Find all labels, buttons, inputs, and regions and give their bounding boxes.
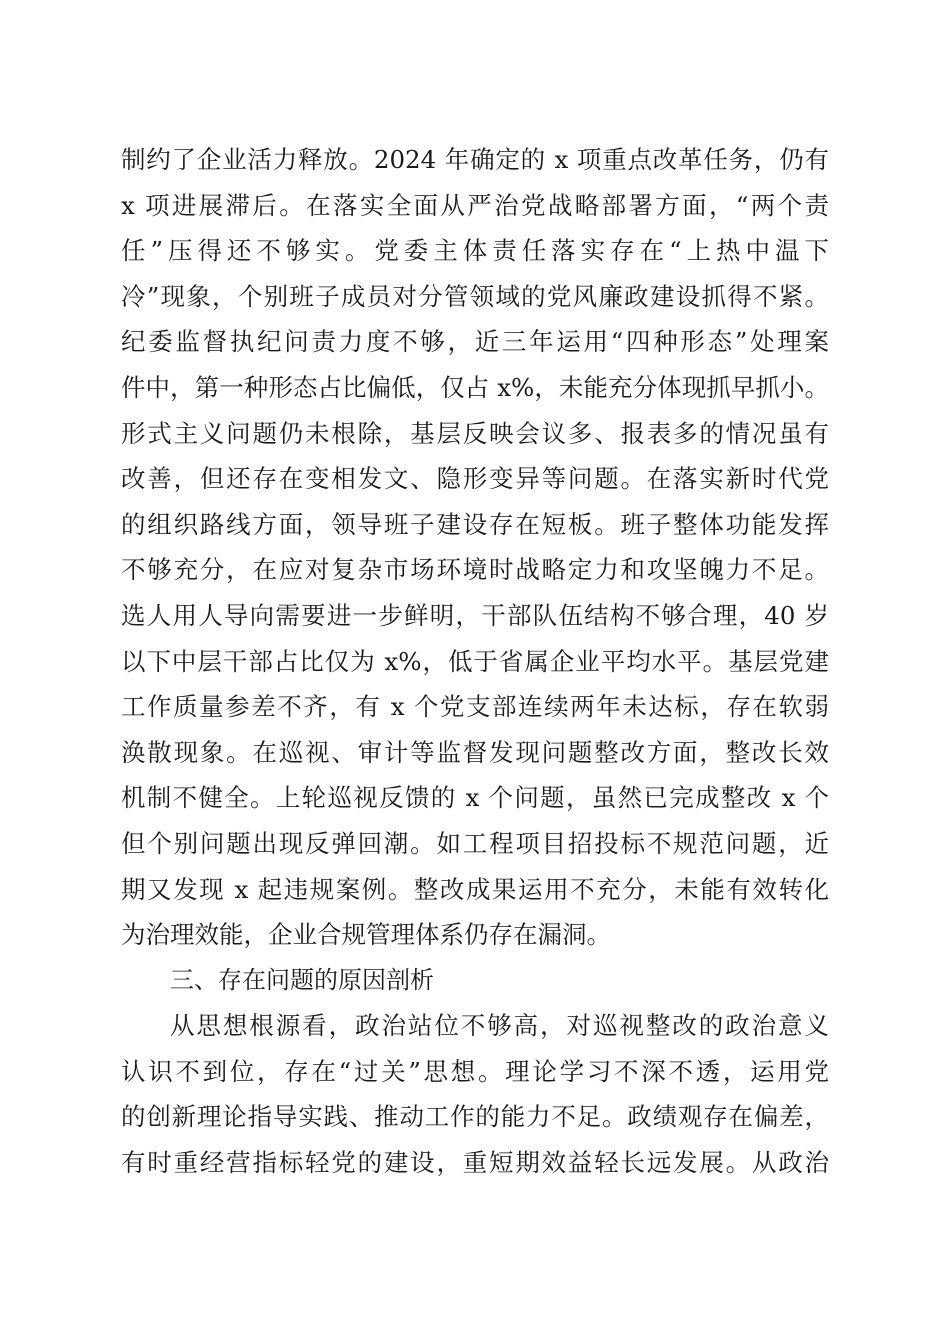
paragraph-line: 涣散现象。在巡视、审计等监督发现问题整改方面，整改长效 [121, 737, 829, 767]
paragraph-line: 冷”现象，个别班子成员对分管领域的党风廉政建设抓得不紧。 [121, 281, 829, 311]
section-heading: 三、存在问题的原因剖析 [170, 965, 434, 994]
paragraph-line: 有时重经营指标轻党的建设，重短期效益轻长远发展。从政治 [121, 1148, 829, 1178]
paragraph-2 [121, 1003, 829, 1185]
document-body [121, 137, 829, 1186]
paragraph-line: 不够充分，在应对复杂市场环境时战略定力和攻坚魄力不足。 [121, 555, 829, 585]
paragraph-line: 但个别问题出现反弹回潮。如工程项目招投标不规范问题，近 [121, 828, 829, 858]
paragraph-line: 改善，但还存在变相发文、隐形变异等问题。在落实新时代党 [121, 464, 829, 494]
paragraph-line: 工作质量参差不齐，有 x 个党支部连续两年未达标，存在软弱 [121, 692, 829, 722]
paragraph-line: 件中，第一种形态占比偏低，仅占 x%，未能充分体现抓早抓小。 [121, 372, 829, 402]
paragraph-line: 制约了企业活力释放。2024 年确定的 x 项重点改革任务，仍有 [121, 145, 829, 174]
paragraph-line: 为治理效能，企业合规管理体系仍存在漏洞。 [121, 920, 611, 950]
paragraph-line: 的创新理论指导实践、推动工作的能力不足。政绩观存在偏差， [121, 1102, 829, 1132]
paragraph-line: 机制不健全。上轮巡视反馈的 x 个问题，虽然已完成整改 x 个 [121, 783, 829, 813]
paragraph-line: 任”压得还不够实。党委主体责任落实存在“上热中温下 [121, 236, 829, 266]
paragraph-line: 形式主义问题仍未根除，基层反映会议多、报表多的情况虽有 [121, 418, 829, 448]
paragraph-line: 从思想根源看，政治站位不够高，对巡视整改的政治意义 [170, 1011, 829, 1041]
paragraph-line: 选人用人导向需要进一步鲜明，干部队伍结构不够合理，40 岁 [121, 600, 829, 630]
paragraph-line: 认识不到位，存在“过关”思想。理论学习不深不透，运用党 [121, 1056, 829, 1086]
paragraph-line: 纪委监督执纪问责力度不够，近三年运用“四种形态”处理案 [121, 327, 829, 357]
paragraph-line: 期又发现 x 起违规案例。整改成果运用不充分，未能有效转化 [121, 874, 829, 904]
paragraph-line: x 项进展滞后。在落实全面从严治党战略部署方面，“两个责 [121, 190, 829, 220]
paragraph-line: 以下中层干部占比仅为 x%，低于省属企业平均水平。基层党建 [121, 646, 829, 676]
paragraph-1 [121, 137, 829, 958]
paragraph-line: 的组织路线方面，领导班子建设存在短板。班子整体功能发挥 [121, 509, 829, 539]
